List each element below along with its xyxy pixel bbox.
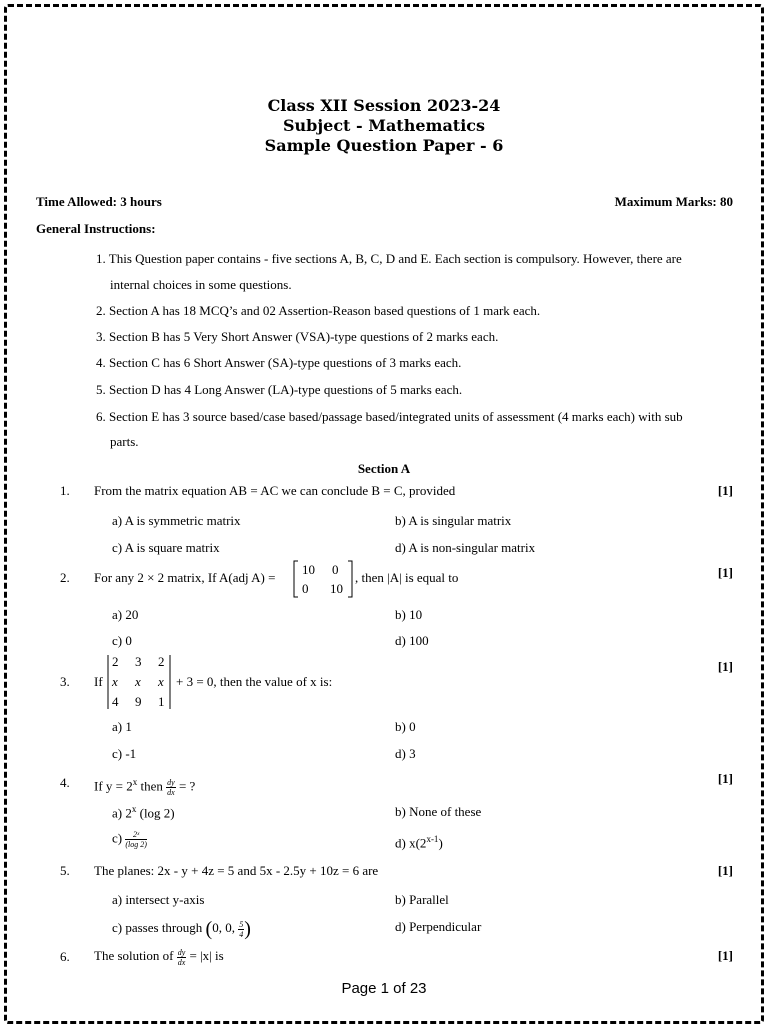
point-coords: 0, 0,	[212, 920, 235, 935]
option-b: b) None of these	[395, 804, 482, 819]
option-a: a) 20	[112, 607, 139, 622]
question-marks: [1]	[717, 771, 733, 786]
question-marks: [1]	[717, 565, 733, 580]
instruction-6: 6. Section E has 3 source based/case based/passage based/integrated units of assessment (4 marks each) with sub	[96, 409, 683, 424]
fraction-denominator: dx	[167, 787, 175, 797]
option-c-text: c) passes through	[112, 920, 203, 935]
option-a-exponent: x	[131, 804, 137, 814]
option-a-base: 2	[125, 805, 132, 821]
matrix-cell: 0	[302, 581, 309, 596]
question-text-post: + 3 = 0, then the value of x is:	[176, 674, 333, 689]
option-a	[112, 804, 175, 821]
option-b: b) Parallel	[395, 892, 449, 907]
det-cell: x	[135, 674, 141, 689]
open-paren-icon: (	[205, 918, 213, 941]
option-d-label: d)	[395, 835, 406, 851]
option-b: b) 10	[395, 607, 423, 622]
det-cell: 2	[158, 654, 165, 669]
general-instructions-heading: General Instructions:	[36, 221, 156, 236]
matrix-cell: 0	[332, 562, 339, 577]
question-text	[94, 770, 195, 798]
det-cell: 3	[135, 654, 142, 669]
fraction-numerator: dy	[177, 947, 186, 957]
max-marks: Maximum Marks: 80	[614, 194, 733, 209]
option-d-rest: )	[438, 835, 443, 851]
question-text-post: = ?	[178, 778, 196, 794]
header-class: Class XII Session 2023-24	[267, 96, 501, 115]
option-a: a) 1	[112, 719, 132, 734]
fraction	[177, 948, 187, 967]
question-marks: [1]	[717, 483, 733, 498]
fraction-numerator: 5	[239, 919, 244, 929]
option-a-rest: (log 2)	[136, 805, 175, 821]
option-c-fraction	[125, 830, 147, 849]
option-d	[395, 834, 443, 851]
det-cell: x	[112, 674, 118, 689]
instruction-1: 1. This Question paper contains - five sections A, B, C, D and E. Each section is compulsory. However, there are	[96, 251, 682, 266]
fraction-numerator: dy	[167, 777, 175, 787]
section-title: Section A	[357, 461, 411, 476]
question-text-mid: then	[137, 778, 163, 794]
question-text-post: , then |A| is equal to	[355, 570, 459, 585]
option-b: b) 0	[395, 719, 416, 734]
option-d: d) A is non-singular matrix	[395, 540, 536, 555]
instruction-4: 4. Section C has 6 Short Answer (SA)-type questions of 3 marks each.	[96, 355, 462, 370]
question-text-pre: The solution of	[94, 948, 174, 963]
fraction-numerator: 2ˣ	[125, 830, 147, 840]
question-marks: [1]	[717, 948, 733, 963]
option-a: a) intersect y-axis	[112, 892, 205, 907]
option-d-exponent: x-1	[426, 834, 439, 844]
fraction-denominator: (log 2)	[125, 840, 147, 849]
question-number: 1.	[60, 483, 70, 498]
fraction-denominator: dx	[177, 957, 186, 967]
matrix-cell: 10	[330, 581, 343, 596]
question-number: 4.	[60, 775, 70, 790]
fraction-denominator: 4	[239, 929, 244, 939]
option-c: c) -1	[112, 746, 137, 761]
det-cell: 4	[112, 694, 119, 709]
option-d: d) Perpendicular	[395, 919, 482, 934]
time-allowed: Time Allowed: 3 hours	[36, 194, 162, 209]
option-c: c) A is square matrix	[112, 540, 220, 555]
question-number: 5.	[60, 863, 70, 878]
instruction-1-cont: internal choices in some questions.	[110, 277, 292, 292]
page-number: Page 1 of 23	[341, 980, 427, 997]
header-paper: Sample Question Paper - 6	[264, 136, 504, 155]
question-text	[94, 570, 275, 586]
question-marks: [1]	[717, 863, 733, 878]
question-number: 3.	[60, 674, 70, 689]
det-cell: 1	[158, 694, 165, 709]
option-d: d) 3	[395, 746, 416, 761]
instruction-5: 5. Section D has 4 Long Answer (LA)-type questions of 5 marks each.	[96, 382, 463, 397]
question-number: 6.	[60, 949, 70, 964]
question-text-pre: If y = 2	[94, 778, 133, 794]
exponent: x	[132, 777, 138, 787]
question-number: 2.	[60, 570, 70, 585]
option-b: b) A is singular matrix	[395, 513, 512, 528]
question-text-pre: If	[94, 674, 103, 689]
instruction-3: 3. Section B has 5 Very Short Answer (VSA)-type questions of 2 marks each.	[96, 329, 499, 344]
header-subject: Subject - Mathematics	[282, 116, 486, 135]
option-a: a) A is symmetric matrix	[112, 513, 241, 528]
fraction	[166, 778, 176, 797]
option-c	[112, 914, 251, 943]
det-cell: 9	[135, 694, 142, 709]
option-c	[112, 830, 147, 849]
question-text-post: = |x| is	[189, 948, 224, 963]
question-text: From the matrix equation AB = AC we can conclude B = C, provided	[94, 483, 456, 498]
option-a-label: a)	[112, 805, 123, 821]
option-d: d) 100	[395, 633, 429, 648]
det-cell: 2	[112, 654, 119, 669]
matrix-cell: 10	[302, 562, 315, 577]
question-text: The planes: 2x - y + 4z = 5 and 5x - 2.5y + 10z = 6 are	[94, 863, 379, 878]
instruction-6-cont: parts.	[110, 434, 139, 449]
question-text-pre: For any 2 × 2 matrix, If A(adj A) =	[94, 570, 276, 585]
option-c-label: c)	[112, 830, 123, 846]
question-marks: [1]	[717, 659, 733, 674]
close-paren-icon: )	[244, 918, 251, 941]
question-text	[94, 944, 224, 968]
option-d-base: x(2	[409, 835, 427, 851]
instruction-2: 2. Section A has 18 MCQ’s and 02 Assertion-Reason based questions of 1 mark each.	[96, 303, 541, 318]
det-cell: x	[158, 674, 164, 689]
option-c: c) 0	[112, 633, 132, 648]
